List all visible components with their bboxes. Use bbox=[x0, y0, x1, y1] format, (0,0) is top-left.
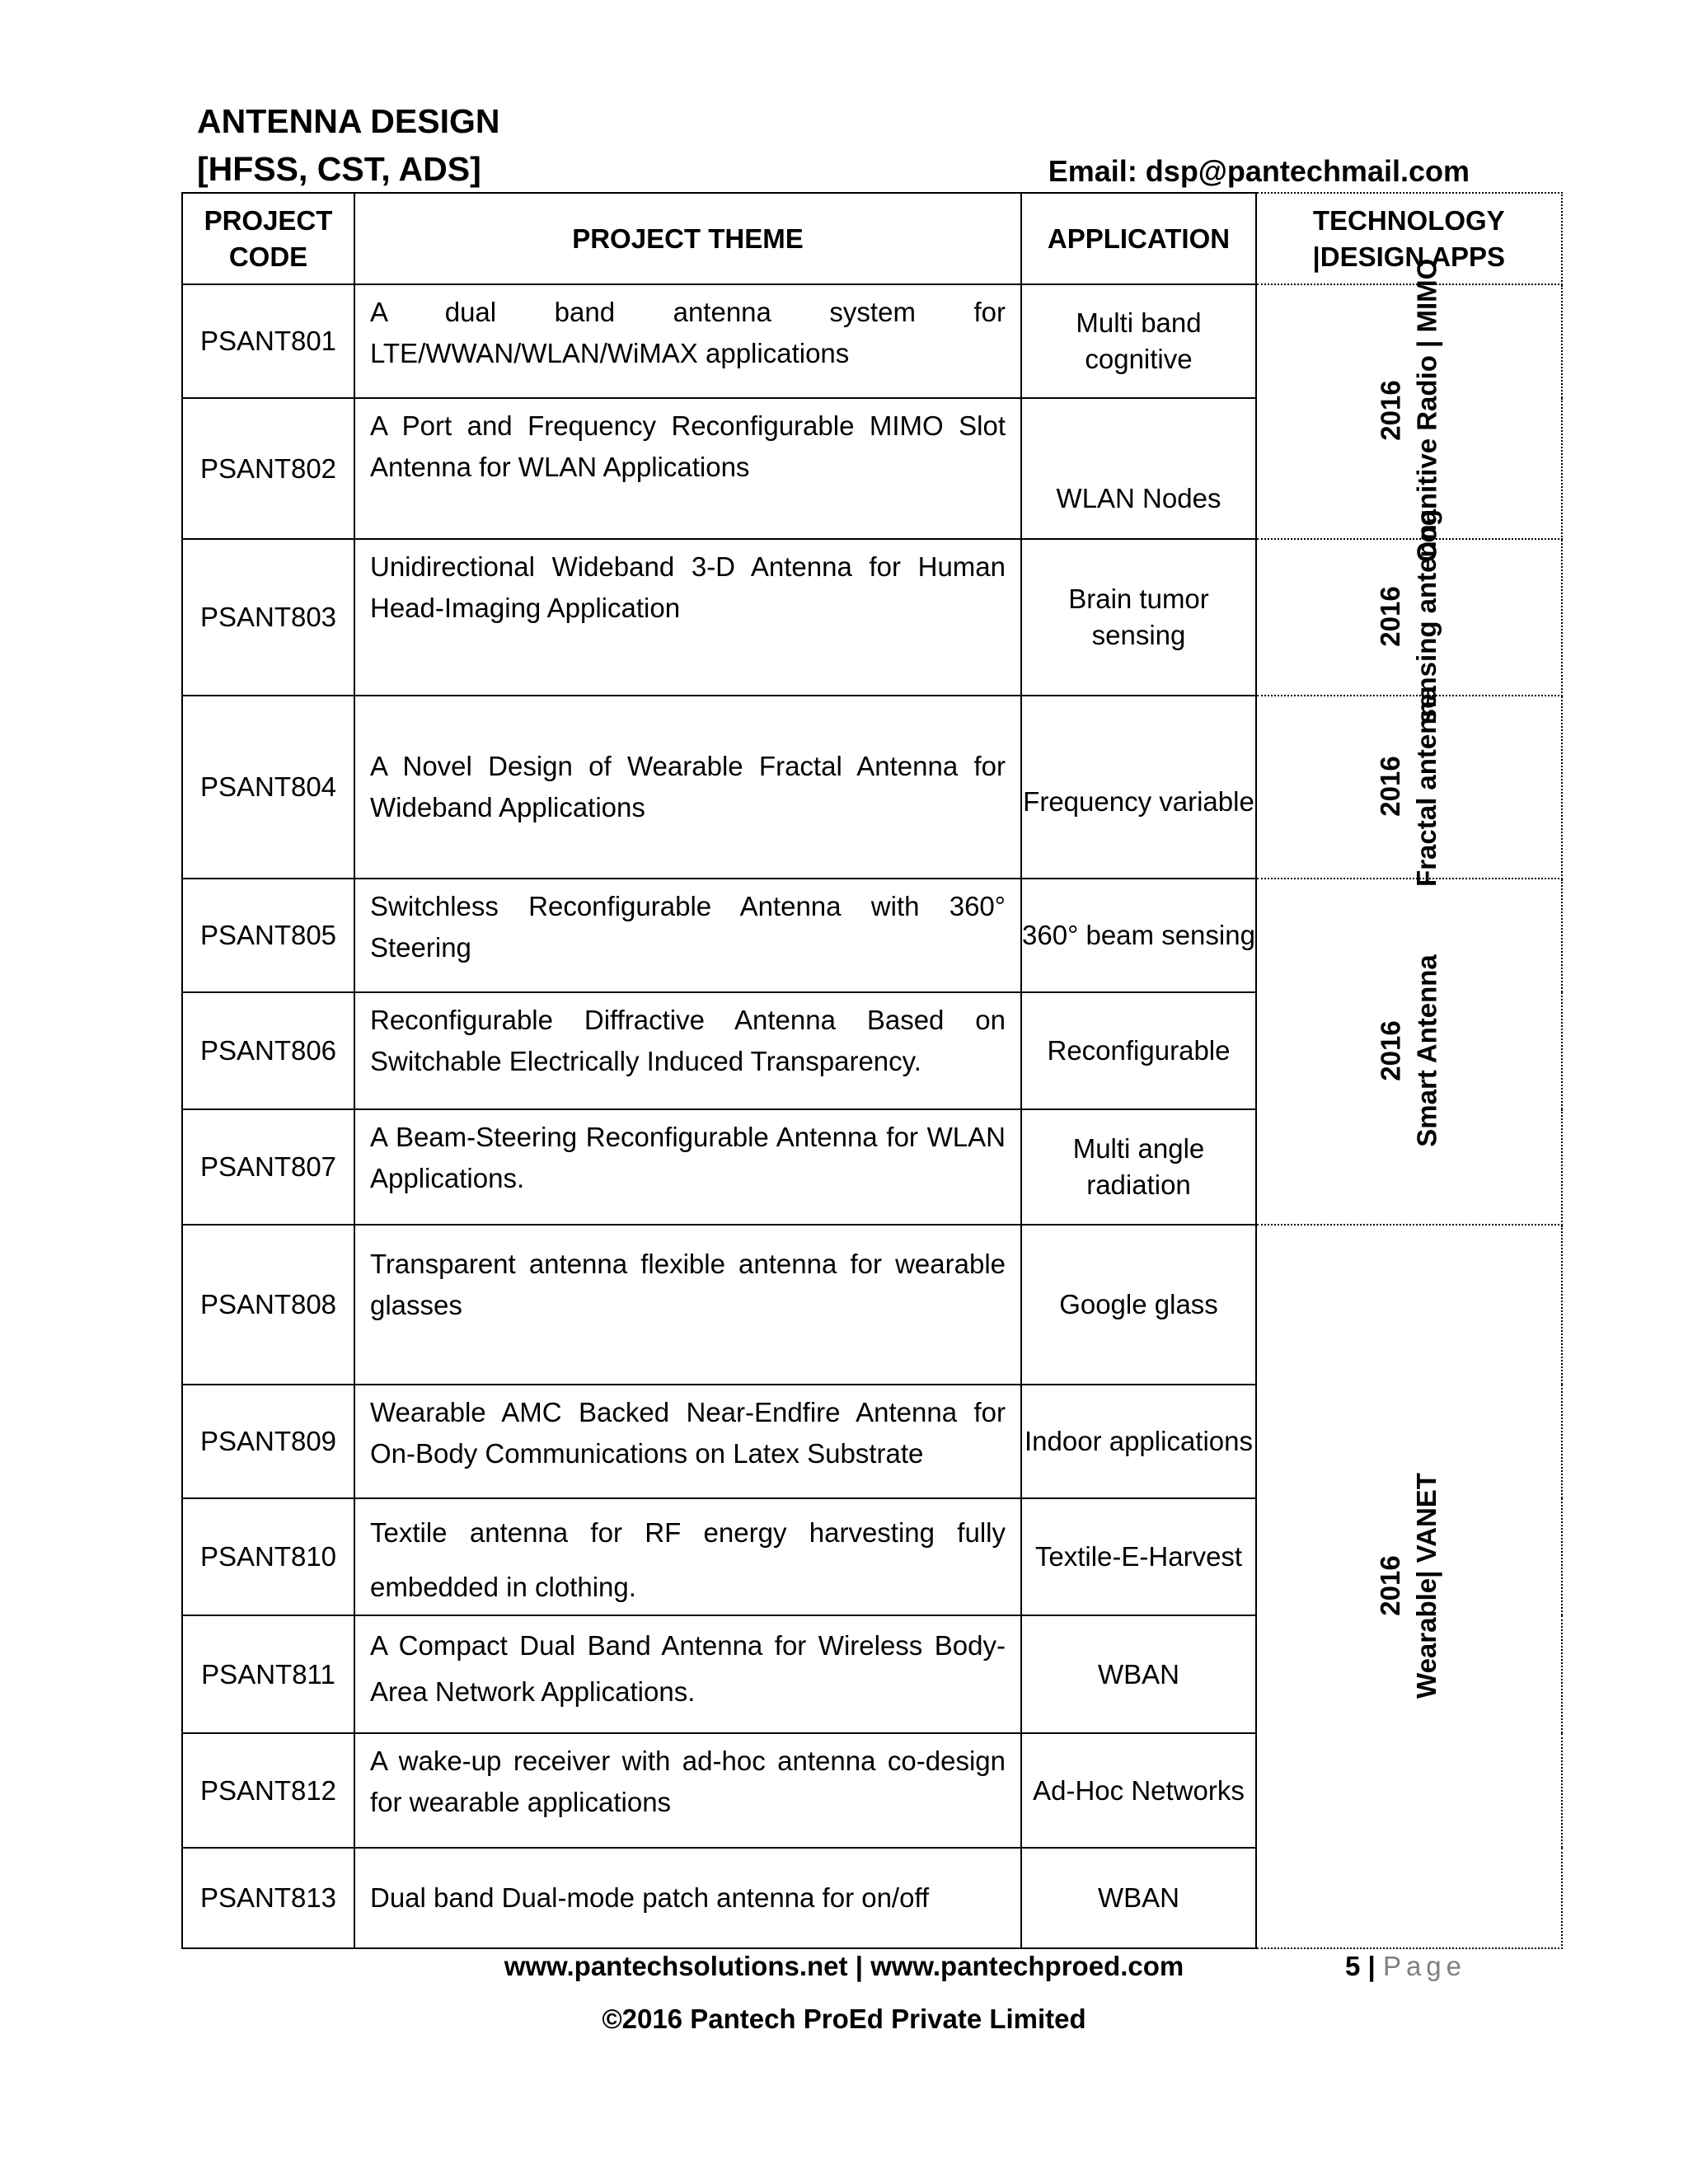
table-row bbox=[182, 879, 1562, 992]
project-code: PSANT812 bbox=[182, 1733, 354, 1848]
technology-label: 2016 Fractal antenna bbox=[1375, 685, 1442, 887]
project-code: PSANT805 bbox=[182, 879, 354, 992]
project-application: Multi band cognitive bbox=[1021, 284, 1256, 398]
project-theme: Reconfigurable Diffractive Antenna Based on Switchable Electrically Induced Transparency. bbox=[354, 992, 1021, 1109]
column-header-application: APPLICATION bbox=[1021, 193, 1256, 284]
copyright: ©2016 Pantech ProEd Private Limited bbox=[602, 2004, 1086, 2034]
project-theme: Textile antenna for RF energy harvesting fully embedded in clothing. bbox=[354, 1498, 1021, 1615]
project-application: Indoor applications bbox=[1021, 1385, 1256, 1498]
page-number: 5 | Page bbox=[1345, 1951, 1467, 1981]
project-code: PSANT808 bbox=[182, 1225, 354, 1385]
project-application: WLAN Nodes bbox=[1021, 398, 1256, 539]
project-application: Textile-E-Harvest bbox=[1021, 1498, 1256, 1615]
project-code: PSANT804 bbox=[182, 696, 354, 879]
table-row bbox=[182, 284, 1562, 398]
project-theme: A Port and Frequency Reconfigurable MIMO Slot Antenna for WLAN Applications bbox=[354, 398, 1021, 539]
project-code: PSANT806 bbox=[182, 992, 354, 1109]
project-code: PSANT809 bbox=[182, 1385, 354, 1498]
project-code: PSANT807 bbox=[182, 1109, 354, 1225]
project-code: PSANT803 bbox=[182, 539, 354, 696]
project-theme: A Novel Design of Wearable Fractal Antenna for Wideband Applications bbox=[354, 696, 1021, 879]
project-application: Google glass bbox=[1021, 1225, 1256, 1385]
project-application: Brain tumor sensing bbox=[1021, 539, 1256, 696]
table-row bbox=[182, 1225, 1562, 1385]
project-theme: Unidirectional Wideband 3-D Antenna for Human Head-Imaging Application bbox=[354, 539, 1021, 696]
technology-group bbox=[1256, 258, 1562, 563]
project-application: 360° beam sensing bbox=[1021, 879, 1256, 992]
project-application: WBAN bbox=[1021, 1615, 1256, 1733]
project-theme: Wearable AMC Backed Near-Endfire Antenna for On-Body Communications on Latex Substrate bbox=[354, 1385, 1021, 1498]
project-theme: Switchless Reconfigurable Antenna with 360° Steering bbox=[354, 879, 1021, 992]
project-application: Reconfigurable bbox=[1021, 992, 1256, 1109]
project-table bbox=[181, 192, 1563, 1949]
document-subtitle: [HFSS, CST, ADS] bbox=[197, 150, 481, 188]
project-application: Frequency variable bbox=[1021, 696, 1256, 879]
technology-label: 2016 Wearable| VANET bbox=[1375, 1472, 1442, 1699]
project-theme: Transparent antenna flexible antenna for wearable glasses bbox=[354, 1225, 1021, 1385]
technology-group bbox=[1256, 685, 1562, 887]
table-header-row bbox=[182, 193, 1562, 284]
project-code: PSANT813 bbox=[182, 1848, 354, 1948]
column-header-technology: TECHNOLOGY |DESIGN APPS bbox=[1256, 193, 1562, 284]
table-row bbox=[182, 696, 1562, 879]
technology-label: 2016 Smart Antenna bbox=[1375, 954, 1442, 1147]
project-theme: A wake-up receiver with ad-hoc antenna co-design for wearable applications bbox=[354, 1733, 1021, 1848]
project-theme: A Beam-Steering Reconfigurable Antenna for WLAN Applications. bbox=[354, 1109, 1021, 1225]
project-theme: Dual band Dual-mode patch antenna for on/off bbox=[354, 1848, 1021, 1948]
column-header-code: PROJECT CODE bbox=[182, 193, 354, 284]
technology-group bbox=[1256, 509, 1562, 724]
technology-label: 2016 sensing antenna bbox=[1375, 509, 1442, 724]
technology-group bbox=[1256, 1225, 1562, 1948]
technology-label: 2016 Cognitive Radio | MIMO bbox=[1375, 258, 1442, 563]
project-code: PSANT810 bbox=[182, 1498, 354, 1615]
project-application: Ad-Hoc Networks bbox=[1021, 1733, 1256, 1848]
project-code: PSANT811 bbox=[182, 1615, 354, 1733]
technology-group bbox=[1256, 879, 1562, 1225]
project-theme: A dual band antenna system for LTE/WWAN/WLAN/WiMAX applications bbox=[354, 284, 1021, 398]
contact-email: Email: dsp@pantechmail.com bbox=[1048, 154, 1470, 188]
project-code: PSANT802 bbox=[182, 398, 354, 539]
footer-links: www.pantechsolutions.net | www.pantechproed.com bbox=[504, 1951, 1184, 1981]
column-header-theme: PROJECT THEME bbox=[354, 193, 1021, 284]
project-code: PSANT801 bbox=[182, 284, 354, 398]
project-application: Multi angle radiation bbox=[1021, 1109, 1256, 1225]
project-theme: A Compact Dual Band Antenna for Wireless Body-Area Network Applications. bbox=[354, 1615, 1021, 1733]
project-application: WBAN bbox=[1021, 1848, 1256, 1948]
table-row bbox=[182, 539, 1562, 696]
document-title: ANTENNA DESIGN bbox=[197, 102, 500, 140]
